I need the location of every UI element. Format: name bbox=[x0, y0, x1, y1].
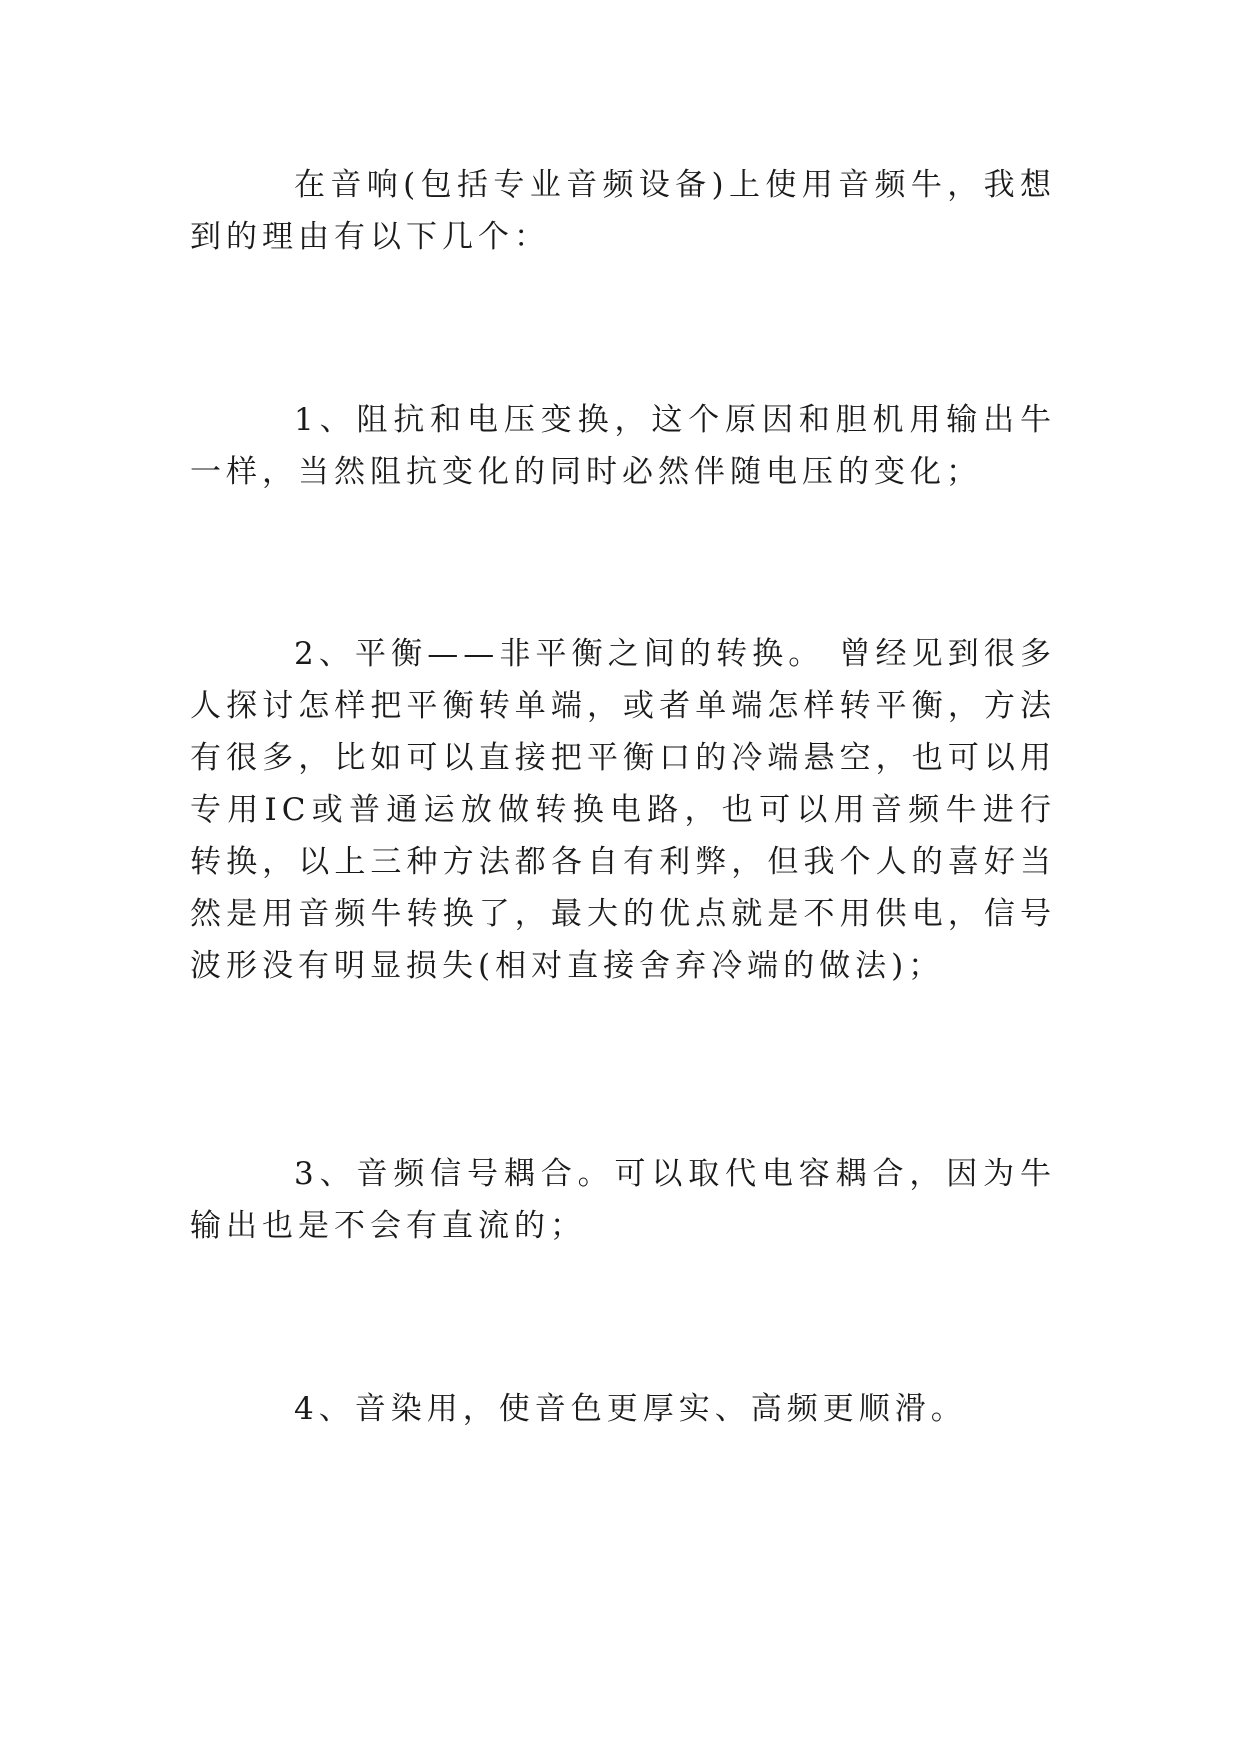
intro-paragraph: 在音响(包括专业音频设备)上使用音频牛，我想到的理由有以下几个： bbox=[190, 167, 1056, 255]
reason-1-paragraph: 1、阻抗和电压变换，这个原因和胆机用输出牛一样，当然阻抗变化的同时必然伴随电压的变化； bbox=[190, 402, 1056, 490]
reason-4-paragraph: 4、音染用，使音色更厚实、高频更顺滑。 bbox=[294, 1391, 967, 1427]
reason-2-paragraph: 2、平衡——非平衡之间的转换。 曾经见到很多人探讨怎样把平衡转单端，或者单端怎样转平衡，方法有很多，比如可以直接把平衡口的冷端悬空，也可以用专用IC或普通运放做转换电路，也可以用音频牛进行转换，以上三种方法都各自有利弊，但我个人的喜好当然是用音频牛转换了，最大的优点就是不用供电，信号波形没有明显损失(相对直接舍弃冷端的做法)； bbox=[190, 636, 1056, 984]
reason-3-paragraph: 3、音频信号耦合。可以取代电容耦合，因为牛输出也是不会有直流的； bbox=[190, 1156, 1056, 1244]
